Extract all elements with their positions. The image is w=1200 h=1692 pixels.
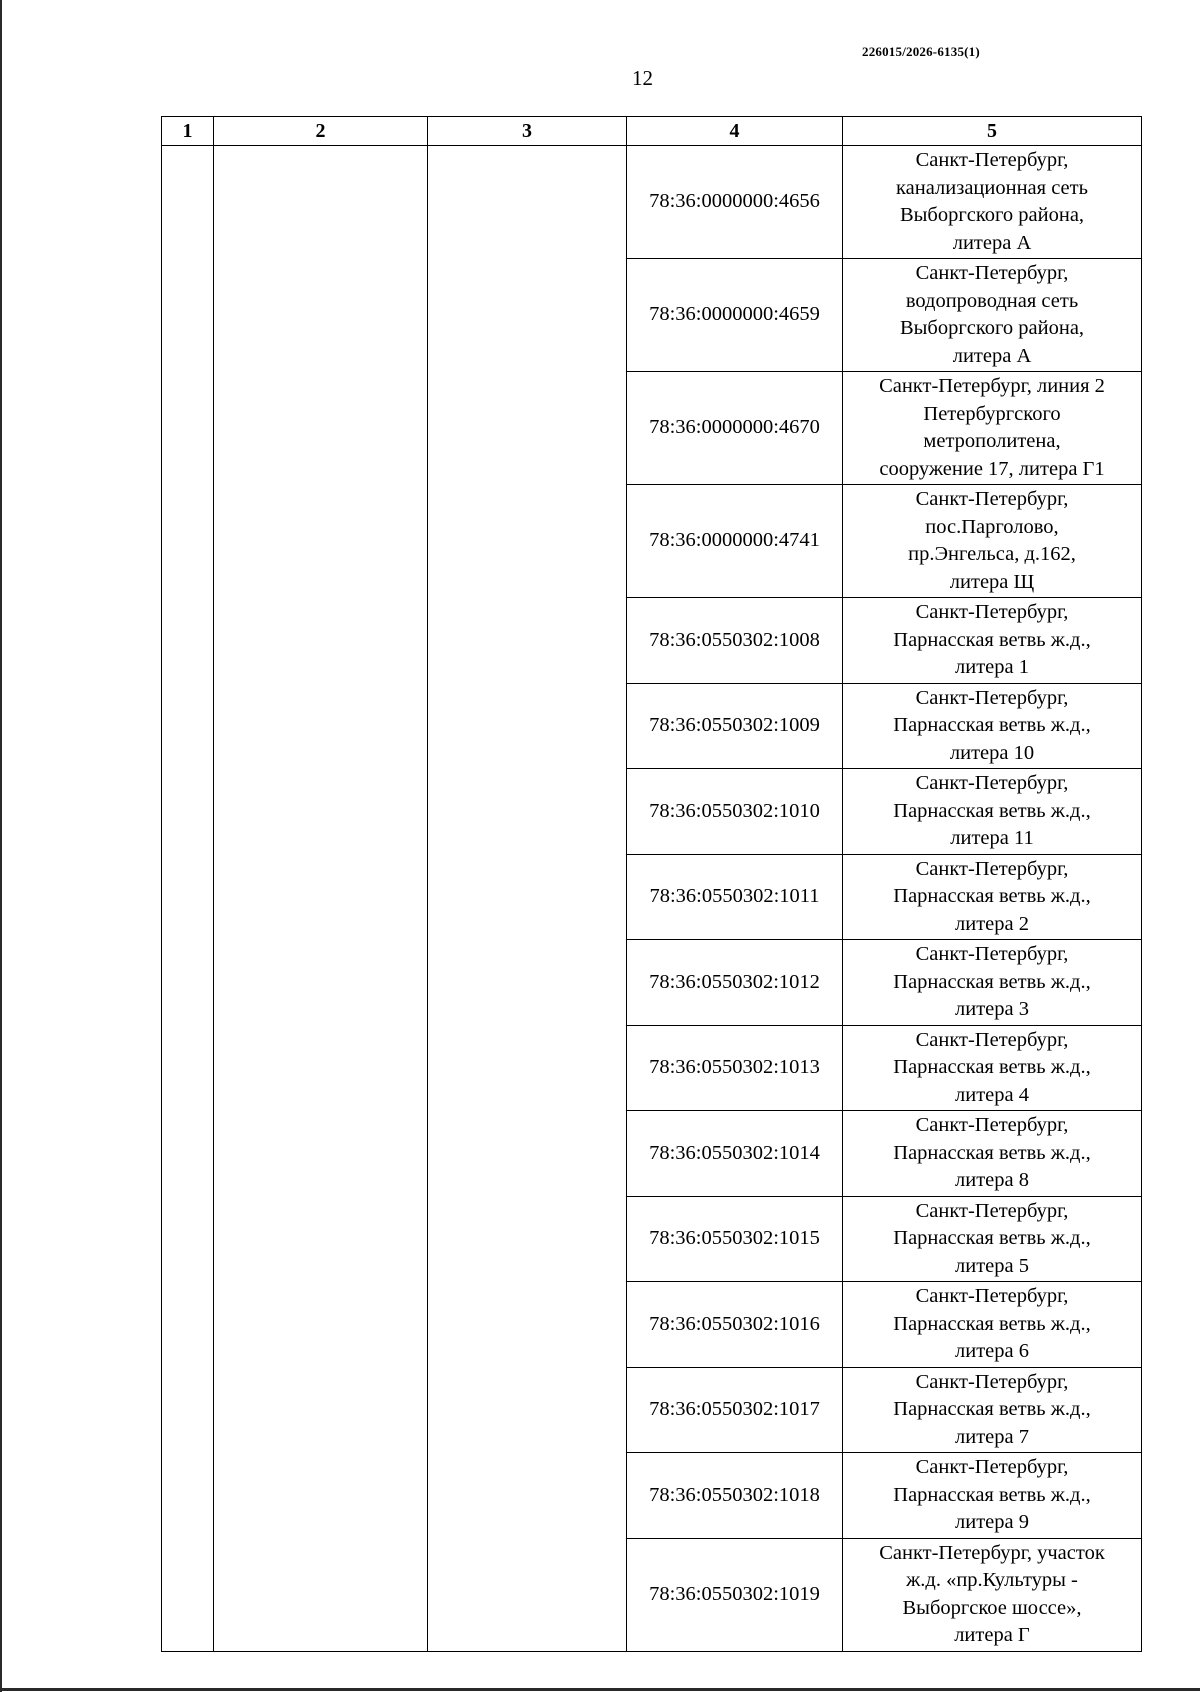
address-line: Санкт-Петербург, (915, 857, 1069, 880)
address-line: Выборгского района, (899, 317, 1085, 339)
address-line: канализационная сеть (896, 176, 1088, 199)
empty-column-2-cell (214, 146, 428, 1652)
address-line: Санкт-Петербург, (915, 262, 1069, 284)
address-line: Санкт-Петербург, (915, 601, 1069, 623)
address-cell (843, 259, 1142, 372)
cadastral-number-cell: 78:36:0000000:4741 (627, 485, 843, 598)
scan-edge-bottom (0, 1688, 1200, 1691)
address-line: пос.Парголово, (925, 515, 1059, 538)
address-line: литера 8 (955, 1169, 1029, 1191)
empty-column-3-cell (428, 146, 627, 1652)
document-number: 226015/2026-6135(1) (862, 44, 980, 59)
address-line: Санкт-Петербург, (915, 943, 1069, 965)
address-line: литера 3 (955, 998, 1029, 1020)
address-line: литера 6 (955, 1340, 1029, 1362)
address-line: Санкт-Петербург, участок (879, 1541, 1105, 1564)
address-cell (843, 1453, 1142, 1539)
address-line: литера 9 (955, 1511, 1029, 1533)
address-line: Санкт-Петербург, (915, 1456, 1069, 1478)
cadastral-number-cell: 78:36:0550302:1009 (627, 683, 843, 769)
cadastral-table-container (161, 116, 1142, 1652)
address-cell (843, 683, 1142, 769)
address-cell (843, 1025, 1142, 1111)
address-line: Парнасская ветвь ж.д., (893, 1227, 1091, 1249)
address-line: Санкт-Петербург, (915, 1199, 1069, 1222)
cadastral-number-cell: 78:36:0000000:4670 (627, 372, 843, 485)
cadastral-number-cell: 78:36:0550302:1018 (627, 1453, 843, 1539)
empty-column-1-cell (162, 146, 214, 1652)
address-line: Выборгское шоссе», (902, 1596, 1082, 1619)
address-line: Парнасская ветвь ж.д., (893, 1483, 1091, 1506)
address-line: Парнасская ветвь ж.д., (893, 885, 1091, 907)
address-cell (843, 854, 1142, 940)
address-line: Парнасская ветвь ж.д., (893, 1056, 1091, 1078)
address-cell (843, 1196, 1142, 1282)
address-line: Санкт-Петербург, (915, 149, 1069, 171)
cadastral-number-cell: 78:36:0550302:1010 (627, 769, 843, 855)
address-line: ж.д. «пр.Культуры - (906, 1569, 1078, 1591)
address-line: литера 7 (955, 1425, 1029, 1448)
table-row (162, 146, 1142, 259)
address-line: Санкт-Петербург, (915, 1285, 1069, 1307)
address-line: Санкт-Петербург, (915, 1114, 1069, 1136)
address-line: Санкт-Петербург, (915, 686, 1069, 709)
address-cell (843, 598, 1142, 684)
address-line: литера 4 (955, 1083, 1029, 1106)
cadastral-number-cell: 78:36:0550302:1014 (627, 1111, 843, 1197)
address-line: литера 10 (949, 741, 1035, 764)
address-line: Парнасская ветвь ж.д., (893, 628, 1091, 651)
address-line: Санкт-Петербург, (915, 1028, 1069, 1051)
address-line: литера А (952, 231, 1032, 254)
address-cell (843, 372, 1142, 485)
address-line: Парнасская ветвь ж.д., (893, 714, 1091, 736)
address-line: сооружение 17, литера Г1 (879, 457, 1105, 480)
cadastral-number-cell: 78:36:0000000:4656 (627, 146, 843, 259)
address-line: Санкт-Петербург, линия 2 (879, 375, 1105, 397)
address-cell (843, 1111, 1142, 1197)
cadastral-number-cell: 78:36:0550302:1017 (627, 1367, 843, 1453)
address-line: метрополитена, (923, 430, 1061, 452)
address-line: Парнасская ветвь ж.д., (893, 799, 1091, 822)
address-line: литера 11 (950, 827, 1034, 849)
cadastral-number-cell: 78:36:0550302:1016 (627, 1282, 843, 1368)
address-line: Выборгского района, (899, 204, 1085, 226)
address-line: водопроводная сеть (905, 289, 1079, 312)
column-header-5: 5 (843, 117, 1142, 146)
address-line: литера А (952, 344, 1032, 367)
address-line: литера 5 (955, 1254, 1029, 1277)
address-line: Санкт-Петербург, (915, 488, 1069, 510)
address-line: Санкт-Петербург, (915, 772, 1069, 794)
table-body (162, 146, 1142, 1652)
address-cell (843, 1538, 1142, 1651)
address-line: литера 1 (955, 656, 1029, 678)
address-line: Парнасская ветвь ж.д., (893, 1141, 1091, 1164)
address-line: Парнасская ветвь ж.д., (893, 1312, 1091, 1335)
table-header-row (162, 117, 1142, 146)
address-cell (843, 1282, 1142, 1368)
address-cell (843, 1367, 1142, 1453)
address-cell (843, 769, 1142, 855)
cadastral-number-cell: 78:36:0550302:1012 (627, 940, 843, 1026)
cadastral-number-cell: 78:36:0550302:1008 (627, 598, 843, 684)
cadastral-number-cell: 78:36:0550302:1015 (627, 1196, 843, 1282)
address-line: Санкт-Петербург, (915, 1370, 1069, 1393)
cadastral-number-cell: 78:36:0550302:1019 (627, 1538, 843, 1651)
address-line: литера Г (954, 1624, 1030, 1646)
scan-edge-left (0, 0, 2, 1692)
cadastral-number-cell: 78:36:0550302:1011 (627, 854, 843, 940)
address-cell (843, 146, 1142, 259)
cadastral-number-cell: 78:36:0550302:1013 (627, 1025, 843, 1111)
address-line: Парнасская ветвь ж.д., (893, 970, 1091, 993)
column-header-3: 3 (428, 117, 627, 146)
address-line: литера Щ (949, 570, 1035, 593)
page-number: 12 (632, 66, 653, 90)
address-line: литера 2 (955, 912, 1029, 935)
address-cell (843, 940, 1142, 1026)
cadastral-number-cell: 78:36:0000000:4659 (627, 259, 843, 372)
address-line: Петербургского (923, 402, 1061, 425)
column-header-1: 1 (162, 117, 214, 146)
address-line: пр.Энгельса, д.162, (908, 543, 1076, 565)
cadastral-table (161, 116, 1142, 1652)
address-line: Парнасская ветвь ж.д., (893, 1398, 1091, 1420)
column-header-4: 4 (627, 117, 843, 146)
column-header-2: 2 (214, 117, 428, 146)
address-cell (843, 485, 1142, 598)
